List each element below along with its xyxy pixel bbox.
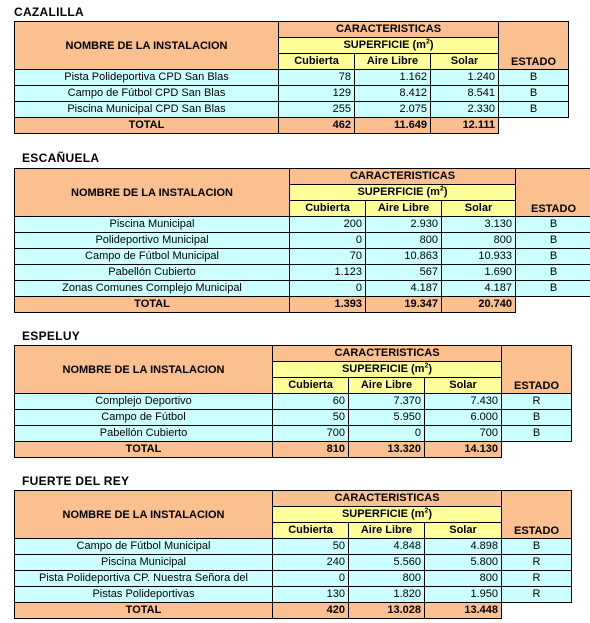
superficie-close: )	[429, 39, 434, 51]
estado-value: B	[502, 410, 572, 426]
header-aire-libre: Aire Libre	[355, 54, 431, 70]
cubierta-value: 1.123	[290, 265, 366, 281]
cubierta-value: 50	[273, 539, 349, 555]
header-blank	[502, 491, 572, 507]
total-label: TOTAL	[15, 442, 273, 458]
solar-value: 800	[425, 571, 502, 587]
estado-value: B	[516, 281, 590, 297]
aire-libre-value: 0	[349, 426, 425, 442]
estado-value: R	[502, 571, 572, 587]
header-cubierta: Cubierta	[273, 378, 349, 394]
superficie-exponent: 2	[425, 38, 430, 46]
header-nombre: NOMBRE DE LA INSTALACION	[15, 169, 290, 217]
header-caracteristicas: CARACTERISTICAS	[279, 22, 499, 38]
cubierta-value: 200	[290, 217, 366, 233]
facility-name: Pista Polideportiva CPD San Blas	[15, 70, 279, 86]
superficie-close: )	[428, 508, 433, 520]
facility-name: Campo de Fútbol Municipal	[15, 249, 290, 265]
estado-value: B	[499, 86, 569, 102]
total-cubierta: 420	[273, 603, 349, 619]
table-row	[15, 394, 572, 410]
header-estado: ESTADO	[502, 507, 572, 539]
solar-value: 3.130	[442, 217, 516, 233]
superficie-label: SUPERFICIE (m	[341, 363, 425, 375]
section-title: FUERTE DEL REY	[22, 474, 130, 488]
cubierta-value: 70	[290, 249, 366, 265]
superficie-close: )	[428, 363, 433, 375]
estado-value: B	[516, 249, 590, 265]
table-row	[15, 86, 569, 102]
header-superficie	[273, 362, 502, 378]
total-empty	[502, 442, 572, 458]
cubierta-value: 0	[273, 571, 349, 587]
header-blank	[499, 22, 569, 38]
cubierta-value: 50	[273, 410, 349, 426]
table-row	[15, 70, 569, 86]
cubierta-value: 130	[273, 587, 349, 603]
section-title: ESCAÑUELA	[22, 151, 100, 165]
aire-libre-value: 4.187	[366, 281, 442, 297]
facility-name: Pistas Polideportivas	[15, 587, 273, 603]
superficie-label: SUPERFICIE (m	[357, 186, 440, 198]
facility-name: Pabellón Cubierto	[15, 426, 273, 442]
facility-name: Zonas Comunes Complejo Municipal	[15, 281, 290, 297]
superficie-close: )	[443, 186, 448, 198]
aire-libre-value: 5.560	[349, 555, 425, 571]
section-title: CAZALILLA	[14, 5, 85, 19]
solar-value: 4.187	[442, 281, 516, 297]
facility-name: Piscina Municipal	[15, 217, 290, 233]
header-aire-libre: Aire Libre	[349, 378, 425, 394]
solar-value: 1.690	[442, 265, 516, 281]
header-blank	[502, 346, 572, 362]
header-nombre: NOMBRE DE LA INSTALACION	[15, 346, 273, 394]
facilities-table	[14, 345, 572, 458]
total-solar: 13.448	[425, 603, 502, 619]
table-row	[15, 281, 590, 297]
header-caracteristicas: CARACTERISTICAS	[273, 491, 502, 507]
header-superficie	[279, 38, 499, 54]
table-row	[15, 217, 590, 233]
facility-name: Piscina Municipal	[15, 555, 273, 571]
total-cubierta: 1.393	[290, 297, 366, 313]
header-nombre: NOMBRE DE LA INSTALACION	[15, 491, 273, 539]
facilities-table	[14, 168, 590, 313]
solar-value: 700	[425, 426, 502, 442]
superficie-exponent: 2	[424, 362, 429, 370]
solar-value: 8.541	[431, 86, 499, 102]
estado-value: B	[502, 539, 572, 555]
solar-value: 4.898	[425, 539, 502, 555]
table-row	[15, 249, 590, 265]
table-row	[15, 102, 569, 118]
estado-value: B	[516, 265, 590, 281]
cubierta-value: 129	[279, 86, 355, 102]
solar-value: 10.933	[442, 249, 516, 265]
total-empty	[499, 118, 569, 134]
table-row	[15, 587, 572, 603]
header-cubierta: Cubierta	[290, 201, 366, 217]
total-aire-libre: 13.028	[349, 603, 425, 619]
table-row	[15, 555, 572, 571]
cubierta-value: 240	[273, 555, 349, 571]
total-aire-libre: 13.320	[349, 442, 425, 458]
facility-name: Complejo Deportivo	[15, 394, 273, 410]
solar-value: 6.000	[425, 410, 502, 426]
header-superficie	[290, 185, 516, 201]
total-aire-libre: 11.649	[355, 118, 431, 134]
total-solar: 20.740	[442, 297, 516, 313]
cubierta-value: 60	[273, 394, 349, 410]
estado-value: B	[516, 217, 590, 233]
facilities-table	[14, 21, 569, 134]
aire-libre-value: 1.162	[355, 70, 431, 86]
facility-name: Pista Polideportiva CP. Nuestra Señora del	[15, 571, 273, 587]
header-solar: Solar	[425, 523, 502, 539]
header-nombre: NOMBRE DE LA INSTALACION	[15, 22, 279, 70]
estado-value: R	[502, 394, 572, 410]
section-title: ESPELUY	[22, 329, 81, 343]
facility-name: Campo de Fútbol Municipal	[15, 539, 273, 555]
superficie-exponent: 2	[439, 185, 444, 193]
header-caracteristicas: CARACTERISTICAS	[273, 346, 502, 362]
solar-value: 7.430	[425, 394, 502, 410]
header-solar: Solar	[431, 54, 499, 70]
aire-libre-value: 800	[349, 571, 425, 587]
estado-value: B	[499, 70, 569, 86]
total-aire-libre: 19.347	[366, 297, 442, 313]
aire-libre-value: 7.370	[349, 394, 425, 410]
total-label: TOTAL	[15, 118, 279, 134]
facilities-table	[14, 490, 572, 619]
table-row	[15, 426, 572, 442]
estado-value: B	[499, 102, 569, 118]
solar-value: 2.330	[431, 102, 499, 118]
facility-name: Pabellón Cubierto	[15, 265, 290, 281]
superficie-label: SUPERFICIE (m	[341, 508, 425, 520]
table-row	[15, 539, 572, 555]
total-cubierta: 462	[279, 118, 355, 134]
superficie-exponent: 2	[424, 507, 429, 515]
total-row	[15, 442, 572, 458]
solar-value: 1.240	[431, 70, 499, 86]
header-aire-libre: Aire Libre	[366, 201, 442, 217]
total-empty	[516, 297, 590, 313]
total-solar: 14.130	[425, 442, 502, 458]
facility-name: Polideportivo Municipal	[15, 233, 290, 249]
cubierta-value: 255	[279, 102, 355, 118]
estado-value: R	[502, 555, 572, 571]
estado-value: B	[502, 426, 572, 442]
estado-value: B	[516, 233, 590, 249]
aire-libre-value: 4.848	[349, 539, 425, 555]
aire-libre-value: 10.863	[366, 249, 442, 265]
header-estado: ESTADO	[516, 185, 590, 217]
table-row	[15, 410, 572, 426]
aire-libre-value: 567	[366, 265, 442, 281]
total-label: TOTAL	[15, 297, 290, 313]
superficie-label: SUPERFICIE (m	[343, 39, 426, 51]
solar-value: 1.950	[425, 587, 502, 603]
total-row	[15, 603, 572, 619]
header-solar: Solar	[425, 378, 502, 394]
facility-name: Campo de Fútbol CPD San Blas	[15, 86, 279, 102]
cubierta-value: 0	[290, 233, 366, 249]
header-caracteristicas: CARACTERISTICAS	[290, 169, 516, 185]
header-estado: ESTADO	[502, 362, 572, 394]
estado-value: R	[502, 587, 572, 603]
solar-value: 5.800	[425, 555, 502, 571]
table-row	[15, 571, 572, 587]
header-solar: Solar	[442, 201, 516, 217]
total-cubierta: 810	[273, 442, 349, 458]
header-aire-libre: Aire Libre	[349, 523, 425, 539]
cubierta-value: 700	[273, 426, 349, 442]
header-cubierta: Cubierta	[273, 523, 349, 539]
cubierta-value: 0	[290, 281, 366, 297]
facility-name: Piscina Municipal CPD San Blas	[15, 102, 279, 118]
total-empty	[502, 603, 572, 619]
header-blank	[516, 169, 590, 185]
aire-libre-value: 8.412	[355, 86, 431, 102]
total-row	[15, 118, 569, 134]
table-row	[15, 265, 590, 281]
solar-value: 800	[442, 233, 516, 249]
cubierta-value: 78	[279, 70, 355, 86]
header-superficie	[273, 507, 502, 523]
total-label: TOTAL	[15, 603, 273, 619]
aire-libre-value: 1.820	[349, 587, 425, 603]
aire-libre-value: 2.930	[366, 217, 442, 233]
facility-name: Campo de Fútbol	[15, 410, 273, 426]
total-row	[15, 297, 590, 313]
header-estado: ESTADO	[499, 38, 569, 70]
aire-libre-value: 800	[366, 233, 442, 249]
aire-libre-value: 2.075	[355, 102, 431, 118]
header-cubierta: Cubierta	[279, 54, 355, 70]
total-solar: 12.111	[431, 118, 499, 134]
aire-libre-value: 5.950	[349, 410, 425, 426]
table-row	[15, 233, 590, 249]
